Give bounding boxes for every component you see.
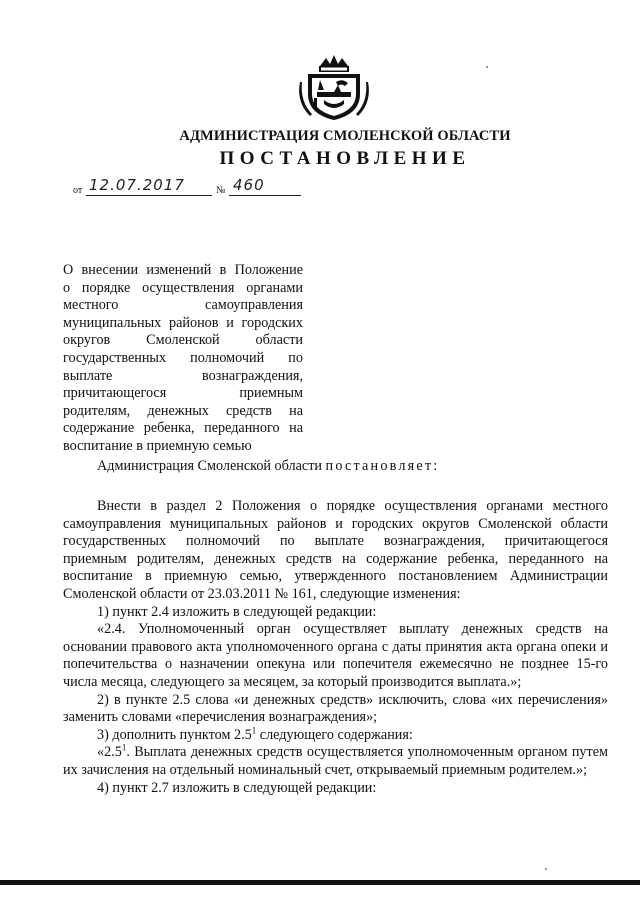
main-line: самоуправления муниципальных районов и городских округов Смоленской области <box>63 515 608 532</box>
date-underline <box>86 195 212 196</box>
date-label: от <box>73 185 83 196</box>
main-line: Смоленской области от 23.03.2011 № 161, следующие изменения: <box>63 585 461 602</box>
number-underline <box>229 195 301 196</box>
main-line: государственных полномочий по выплате вознаграждения, причитающегося <box>63 533 608 550</box>
item-3-text: 3) дополнить пунктом 2.5 <box>97 726 252 743</box>
document-type: ПОСТАНОВЛЕНИЕ <box>219 148 471 169</box>
number-handwritten: 460 <box>233 176 265 194</box>
scan-speck <box>486 66 488 68</box>
subject-line: родителям, денежных средств на <box>63 402 303 419</box>
main-line: Внести в раздел 2 Положения о порядке осуществления органами местного <box>97 498 608 514</box>
smolensk-coat-of-arms-icon <box>298 52 370 122</box>
item-2: 2) в пункте 2.5 слова «и денежных средств» исключить, слова «их перечисления» заменить словами «перечисления вознаграждения»; <box>63 691 608 726</box>
item-1-quote: «2.4. Уполномоченный орган осуществляет выплату денежных средств на основании правового акта уполномоченного органа с даты принятия акта органа опеки и попечительства о назначении опекуна или попечителя ежемесячно не позднее 15-го числа месяца, следующего за месяцем, за который производится выплата.»; <box>63 621 608 690</box>
subject-line: о порядке осуществления органами <box>63 279 303 296</box>
item-1: 1) пункт 2.4 изложить в следующей редакции: <box>97 603 377 620</box>
subject-line: воспитание в приемную семью <box>63 437 252 454</box>
resolution-body <box>63 498 608 797</box>
page-bottom-edge <box>0 880 640 885</box>
item-3-quote <box>63 744 608 779</box>
subject-line: округов Смоленской области <box>63 332 303 349</box>
item-3-superscript: 1 <box>251 724 257 735</box>
resolution-intro <box>63 458 608 476</box>
subject-line: местного самоуправления <box>63 297 303 314</box>
subject-line: государственных полномочий по <box>63 349 303 366</box>
item-3-quote-superscript: 1 <box>121 742 127 753</box>
intro-spaced-word: постановляет: <box>325 458 440 474</box>
document-number-line <box>73 176 333 198</box>
item-3-quote-start: «2.5 <box>97 744 122 761</box>
main-line: воспитание в приемную семью, утвержденного постановлением Администрации <box>63 568 608 585</box>
subject-line: выплате вознаграждения, <box>63 367 303 384</box>
scan-speck <box>545 868 547 870</box>
subject-line: О внесении изменений в Положение <box>63 262 303 278</box>
subject-line: причитающегося приемным <box>63 385 303 402</box>
item-3-text-end: следующего содержания: <box>256 726 413 743</box>
main-paragraph <box>63 498 608 604</box>
main-line: приемным родителям, денежных средств на содержание ребенка, переданного на <box>63 550 608 567</box>
date-handwritten: 12.07.2017 <box>89 176 185 194</box>
document-subject <box>63 262 303 456</box>
number-label: № <box>216 185 226 196</box>
intro-text: Администрация Смоленской области <box>97 458 322 474</box>
item-3-quote-text: . Выплата денежных средств осуществляется уполномоченным органом путем их зачисления на отдельный номинальный счет, открываемый приемным родителем.»; <box>63 744 608 778</box>
subject-line: муниципальных районов и городских <box>63 314 303 331</box>
subject-line: содержание ребенка, переданного на <box>63 420 303 437</box>
item-3 <box>63 724 608 745</box>
item-4: 4) пункт 2.7 изложить в следующей редакции: <box>97 779 377 796</box>
organization-name: АДМИНИСТРАЦИЯ СМОЛЕНСКОЙ ОБЛАСТИ <box>179 128 511 144</box>
